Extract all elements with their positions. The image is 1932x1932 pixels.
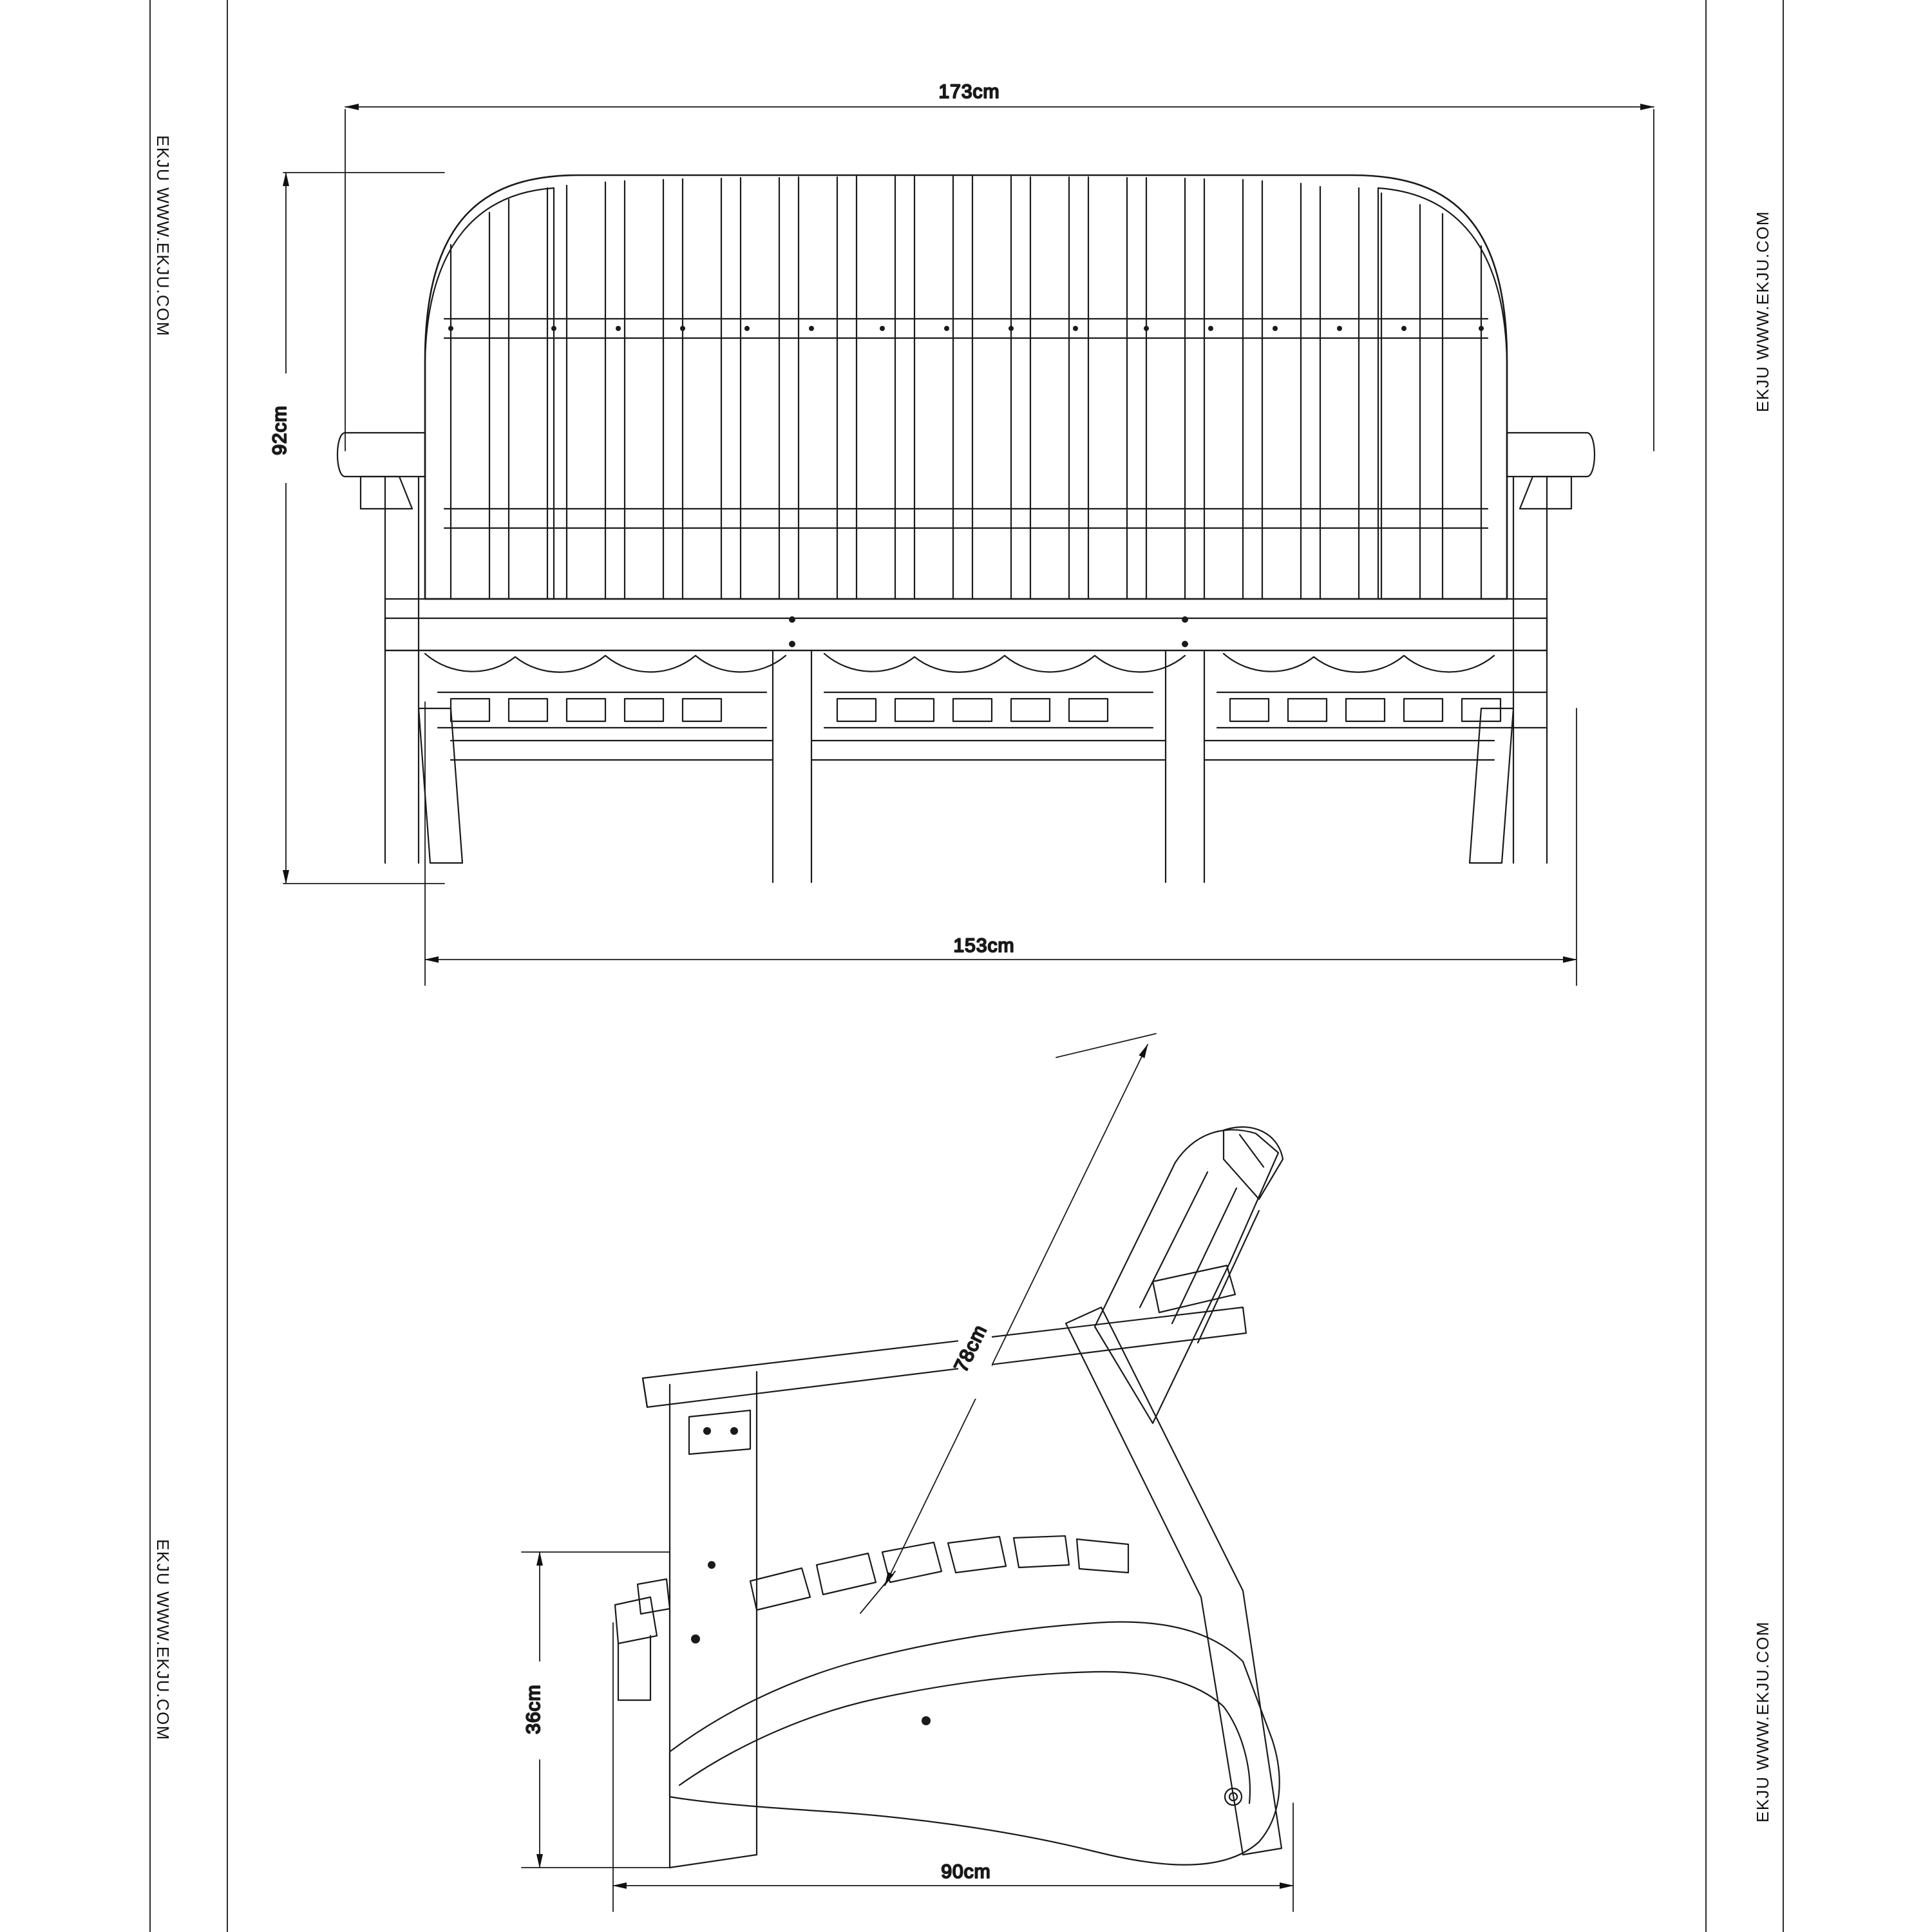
watermark-right-bottom: EKJU WWW.EKJU.COM xyxy=(1753,1621,1772,1823)
dim-173cm-label: 173cm xyxy=(938,81,1000,102)
dim-92cm-label: 92cm xyxy=(269,405,290,455)
dim-36cm-label: 36cm xyxy=(523,1684,544,1734)
watermark-left-bottom: EKJU WWW.EKJU.COM xyxy=(153,1539,173,1741)
watermark-right-top: EKJU WWW.EKJU.COM xyxy=(1753,211,1772,412)
dim-173cm xyxy=(345,107,1654,451)
side-view-geometry xyxy=(615,1127,1283,1868)
dim-78cm-label: 78cm xyxy=(950,1321,992,1376)
dim-90cm-label: 90cm xyxy=(941,1861,991,1882)
dim-92cm xyxy=(283,173,444,884)
watermark-left-top: EKJU WWW.EKJU.COM xyxy=(153,135,173,337)
dim-153cm-label: 153cm xyxy=(953,935,1015,956)
front-view-geometry xyxy=(337,175,1595,882)
